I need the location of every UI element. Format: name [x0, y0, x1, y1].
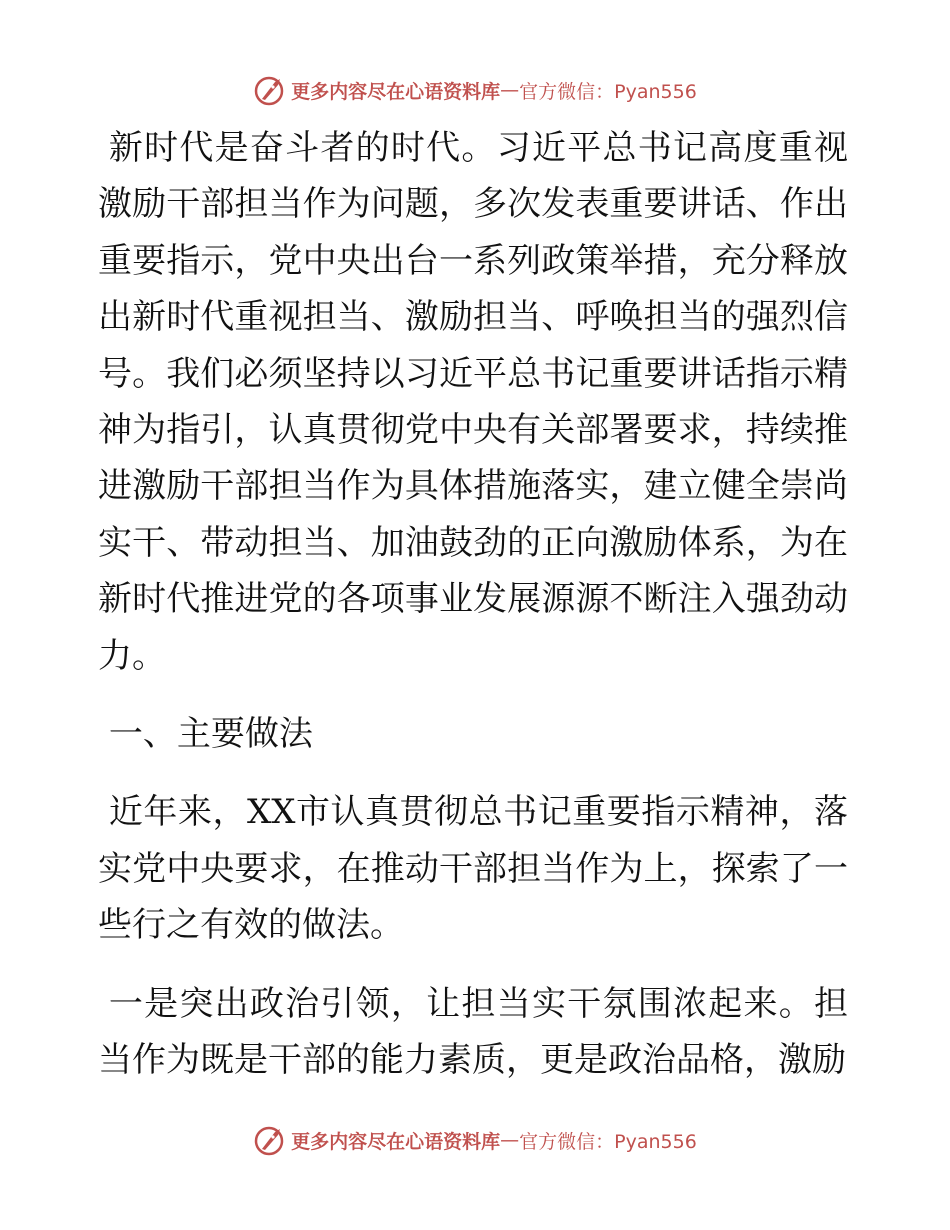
watermark-footer — [0, 1120, 950, 1160]
paragraph-point-one: 一是突出政治引领，让担当实干氛围浓起来。担当作为既是干部的能力素质，更是政治品格，激励 — [98, 983, 848, 1081]
watermark-contact: 官方微信：Pyan556 — [519, 80, 697, 103]
watermark-separator: — — [500, 1129, 520, 1151]
watermark-contact: 官方微信：Pyan556 — [519, 1130, 697, 1153]
watermark-header — [0, 70, 950, 110]
section-heading: 一、主要做法 — [108, 714, 313, 755]
paragraph-intro: 新时代是奋斗者的时代。习近平总书记高度重视激励干部担当作为问题，多次发表重要讲话、作出重要指示，党中央出台一系列政策举措，充分释放出新时代重视担当、激励担当、呼唤担当的强烈信号。我们必须坚持以习近平总书记重要讲话指示精神为指引，认真贯彻党中央有关部署要求，持续推进激励干部担当作为具体措施落实，建立健全崇尚实干、带动担当、加油鼓劲的正向激励体系，为在新时代推进党的各项事业发展源源不断注入强劲动力。 — [98, 128, 848, 676]
document-body — [98, 120, 848, 1089]
watermark-separator: — — [500, 79, 520, 101]
pen-nib-logo-icon — [253, 1123, 287, 1157]
paragraph-practices: 近年来，XX市认真贯彻总书记重要指示精神，落实党中央要求，在推动干部担当作为上，探索了一些行之有效的做法。 — [98, 792, 848, 946]
watermark-title: 更多内容尽在心语资料库 — [291, 1130, 501, 1153]
pen-nib-logo-icon — [253, 73, 287, 107]
watermark-title: 更多内容尽在心语资料库 — [291, 80, 501, 103]
